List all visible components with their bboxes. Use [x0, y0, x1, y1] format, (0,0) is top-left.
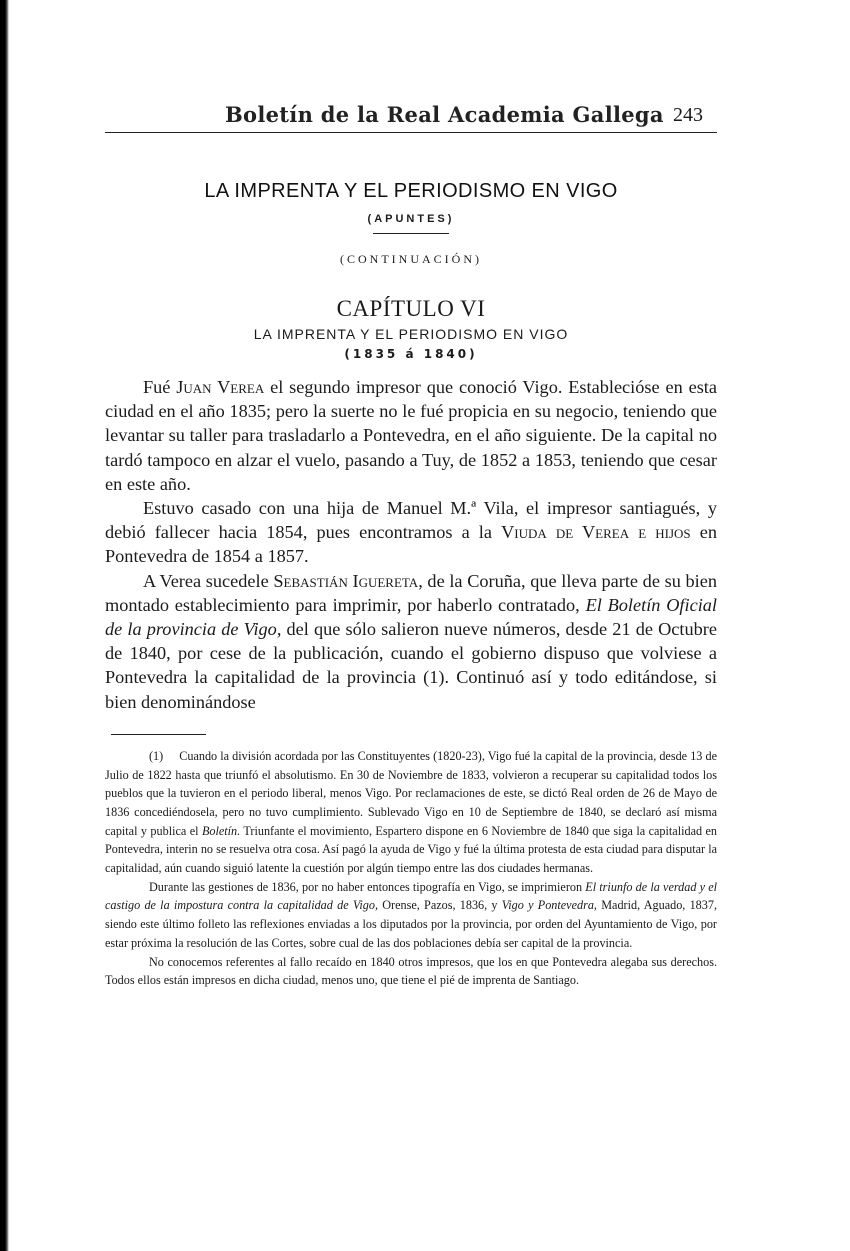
text-run: Estuvo casado con una hija de Manuel M.ª Vila, el impresor santiagués, y debió fallecer hacia 1854, pues encontramos a la — [105, 498, 717, 543]
paragraph — [105, 375, 717, 496]
text-run: Durante las gestiones de 1836, por no haber entonces tipografía en Vigo, se imprimieron — [149, 879, 586, 894]
footnote-paragraph: No conocemos referentes al fallo recaído en 1840 otros impresos, que los en que Pontevedra alegaba sus derechos. Todos ellos están impresos en dicha ciudad, menos uno, que tiene el pié de imprenta de Santiago. — [105, 954, 717, 988]
running-header — [105, 100, 717, 133]
document-page — [105, 100, 717, 990]
text-run: , de la Coruña, que lleva parte de su bien montado establecimiento para imprimir, por haberlo contratado, — [105, 570, 717, 615]
text-run: en Pontevedra de 1854 a 1857. — [105, 522, 717, 567]
chapter-heading: CAPÍTULO VI — [336, 296, 486, 321]
footnote-marker: (1) — [149, 748, 164, 763]
section-divider — [373, 233, 449, 234]
footnote-divider — [111, 734, 206, 735]
continuation-label: (CONTINUACIÓN) — [340, 252, 482, 266]
page-binding-edge — [0, 0, 9, 1251]
text-run: Fué — [143, 377, 177, 397]
firm-name: Viuda de Verea e hijos — [501, 522, 691, 543]
article-subtitle: (APUNTES) — [367, 213, 455, 225]
paragraph — [105, 569, 717, 714]
publication-title: Vigo y Pontevedra, — [501, 898, 597, 913]
chapter-dates: (1835 á 1840) — [344, 347, 478, 361]
text-run: Madrid, Aguado, 1837, siendo este último folleto las reflexiones enviadas a los diputados por la provincia, por orden del Ayuntamiento de Vigo, por estar próxima la resolución de las Cortes, sobre cual de las dos poblaciones debía ser capital de la provincia. — [105, 898, 718, 950]
running-title: Boletín de la Real Academia Gallega — [225, 102, 664, 127]
text-run: , del que sólo salieron nueve números, desde 21 de Octubre de 1840, por cese de la publicación, cuando el gobierno dispuso que volviese a Pontevedra la capitalidad de la provincia (1). Continuó así y todo editándose, si bien denominándose — [105, 619, 717, 712]
person-name: Sebastián Iguereta — [273, 570, 419, 591]
text-run: Cuando la división acordada por las Constituyentes (1820-23), Vigo fué la capital de la provincia, desde 13 de Julio de 1822 hasta que triunfó el absolutismo. En 30 de Noviembre de 1833, volvieron a recuperar su capitalidad todos los pueblos que la tuvieron en el periodo liberal, menos Vigo. Por reclamaciones de este, se dictó Real orden de 26 de Mayo de 1836 concediéndosela, pero no tuvo cumplimiento. Sublevado Vigo en 10 de Septiembre de 1840, se declaró así misma capital y publica el — [105, 748, 717, 838]
footnote-paragraph — [105, 878, 717, 953]
body-text — [105, 375, 717, 714]
text-run: A Verea sucedele — [143, 570, 274, 591]
text-run: el segundo impresor que conoció Vigo. Establecióse en esta ciudad en el año 1835; pero la suerte no le fué propicia en su negocio, teniendo que levantar su taller para trasladarlo a Pontevedra, en el año siguiente. De la capital no tardó tampoco en alzar el vuelo, pasando a Tuy, de 1852 a 1853, teniendo que cesar en este año. — [105, 377, 717, 494]
publication-title: El triunfo de la verdad y el castigo de la impostura contra la capitalidad de Vigo, — [105, 879, 718, 913]
publication-title: Boletín. — [201, 823, 241, 838]
paragraph — [105, 496, 717, 569]
article-title: LA IMPRENTA Y EL PERIODISMO EN VIGO — [204, 180, 618, 202]
footnotes — [105, 747, 717, 990]
publication-title: El Boletín Oficial de la provincia de Vigo — [105, 594, 717, 640]
chapter-subtitle: LA IMPRENTA Y EL PERIODISMO EN VIGO — [253, 326, 569, 342]
person-name: Juan Verea — [176, 377, 265, 397]
text-run: Triunfante el movimiento, Espartero dispone en 6 Noviembre de 1840 que siga la capitalidad en Pontevedra, interin no se resuelva otra cosa. Así pagó la ayuda de Vigo y fué la última protesta de esta ciudad para disputar la capitalidad, aún cuando siguió latente la cuestión por algún tiempo entre las dos ciudades hermanas. — [105, 823, 717, 876]
page-number: 243 — [673, 104, 703, 126]
text-run: Orense, Pazos, 1836, y — [378, 898, 502, 913]
footnote — [105, 747, 717, 878]
